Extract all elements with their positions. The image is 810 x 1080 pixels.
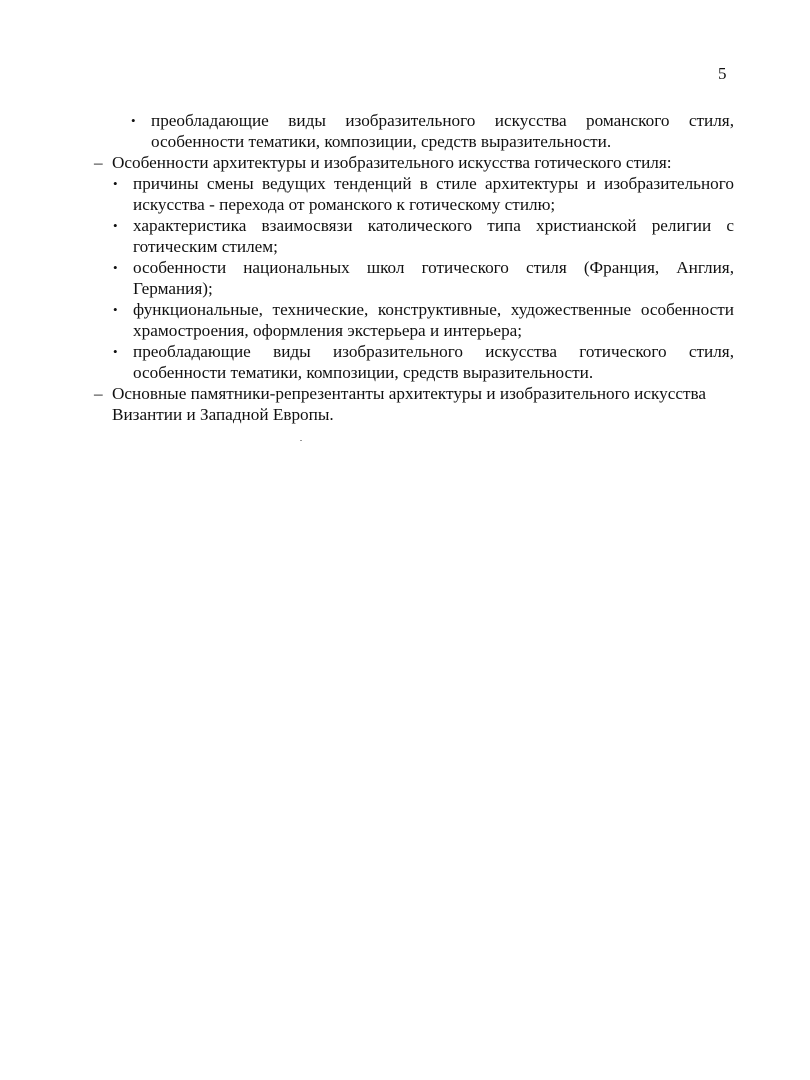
section-monuments <box>94 383 734 425</box>
list-item-text: причины смены ведущих тенденций в стиле архитектуры и изобразительного искусства - перехода от романского к готическому стилю; <box>133 174 734 214</box>
list-item-text: преобладающие виды изобразительного искусства готического стиля, особенности тематики, композиции, средств выразительности. <box>133 342 734 382</box>
list-item <box>76 341 734 383</box>
list-item <box>76 257 734 299</box>
list-item-text: преобладающие виды изобразительного искусства романского стиля, особенности тематики, композиции, средств выразительности. <box>151 111 734 151</box>
section-gothic <box>94 152 734 173</box>
bullet-icon: • <box>131 113 136 128</box>
list-item-text: характеристика взаимосвязи католического типа христианской религии с готическим стилем; <box>133 216 734 256</box>
romanesque-bullet-list <box>94 110 734 152</box>
list-item <box>76 215 734 257</box>
list-item <box>76 173 734 215</box>
bullet-icon: • <box>113 344 118 359</box>
scan-speck <box>300 440 302 441</box>
bullet-icon: • <box>113 260 118 275</box>
section-monuments-title: Основные памятники-репрезентанты архитектуры и изобразительного искусства Византии и Западной Европы. <box>112 384 706 424</box>
list-item-text: особенности национальных школ готического стиля (Франция, Англия, Германия); <box>133 258 734 298</box>
list-item-text: функциональные, технические, конструктивные, художественные особенности храмостроения, оформления экстерьера и интерьера; <box>133 300 734 340</box>
bullet-icon: • <box>113 176 118 191</box>
list-item <box>76 299 734 341</box>
bullet-icon: • <box>113 218 118 233</box>
document-body <box>94 110 734 425</box>
gothic-bullet-list <box>76 173 734 383</box>
section-gothic-title: Особенности архитектуры и изобразительного искусства готического стиля: <box>112 153 672 172</box>
page-number: 5 <box>718 64 727 83</box>
bullet-icon: • <box>113 302 118 317</box>
list-item <box>94 110 734 152</box>
